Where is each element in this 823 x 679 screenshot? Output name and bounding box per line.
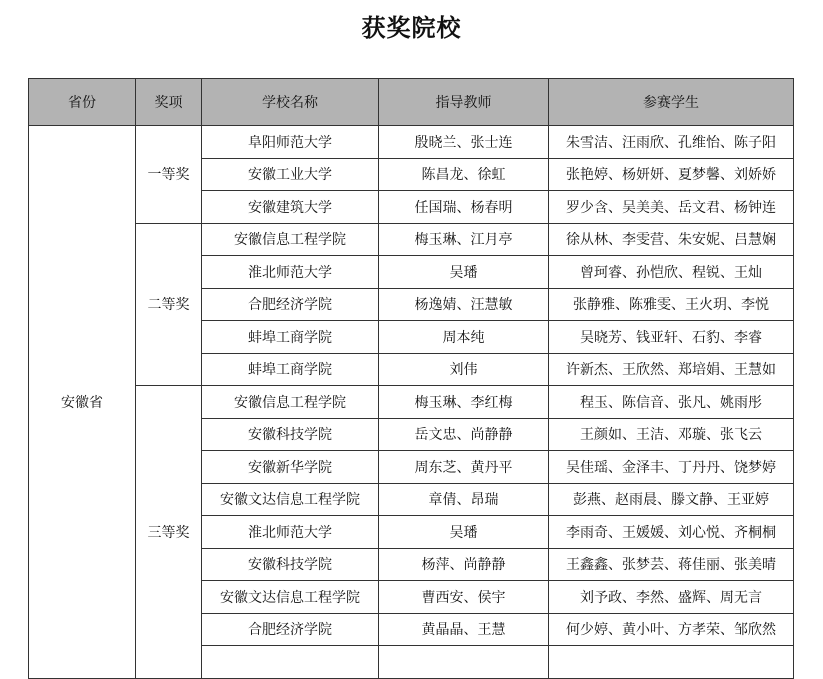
students-cell: 程玉、陈信音、张凡、姚雨彤 bbox=[549, 386, 794, 419]
school-cell: 安徽信息工程学院 bbox=[202, 223, 379, 256]
students-cell: 曾珂睿、孙恺欣、程锐、王灿 bbox=[549, 256, 794, 289]
province-cell: 安徽省 bbox=[29, 126, 136, 679]
teacher-cell: 杨逸婧、汪慧敏 bbox=[379, 288, 549, 321]
school-cell: 合肥经济学院 bbox=[202, 288, 379, 321]
teacher-cell: 曹西安、侯宇 bbox=[379, 581, 549, 614]
school-cell: 安徽新华学院 bbox=[202, 451, 379, 484]
teacher-cell: 梅玉琳、江月亭 bbox=[379, 223, 549, 256]
teacher-cell: 章倩、昂瑞 bbox=[379, 483, 549, 516]
teacher-cell: 岳文忠、尚静静 bbox=[379, 418, 549, 451]
students-cell: 王颜如、王洁、邓璇、张飞云 bbox=[549, 418, 794, 451]
students-cell: 吴晓芳、钱亚轩、石豹、李睿 bbox=[549, 321, 794, 354]
students-cell-empty bbox=[549, 646, 794, 679]
teacher-cell-empty bbox=[379, 646, 549, 679]
school-cell: 安徽文达信息工程学院 bbox=[202, 581, 379, 614]
students-cell: 许新杰、王欣然、郑培娟、王慧如 bbox=[549, 353, 794, 386]
school-cell: 安徽科技学院 bbox=[202, 548, 379, 581]
header-province: 省份 bbox=[29, 79, 136, 126]
school-cell: 淮北师范大学 bbox=[202, 516, 379, 549]
header-teacher: 指导教师 bbox=[379, 79, 549, 126]
teacher-cell: 杨萍、尚静静 bbox=[379, 548, 549, 581]
teacher-cell: 任国瑞、杨春明 bbox=[379, 191, 549, 224]
students-cell: 王鑫鑫、张梦芸、蒋佳丽、张美晴 bbox=[549, 548, 794, 581]
school-cell: 合肥经济学院 bbox=[202, 613, 379, 646]
award-cell: 三等奖 bbox=[136, 386, 202, 679]
students-cell: 张静雅、陈雅雯、王火玥、李悦 bbox=[549, 288, 794, 321]
award-cell: 一等奖 bbox=[136, 126, 202, 224]
school-cell: 安徽信息工程学院 bbox=[202, 386, 379, 419]
students-cell: 徐从林、李雯营、朱安妮、吕慧娴 bbox=[549, 223, 794, 256]
school-cell: 安徽文达信息工程学院 bbox=[202, 483, 379, 516]
page-title: 获奖院校 bbox=[361, 14, 462, 42]
teacher-cell: 吴璠 bbox=[379, 516, 549, 549]
header-award: 奖项 bbox=[136, 79, 202, 126]
students-cell: 朱雪洁、汪雨欣、孔维怡、陈子阳 bbox=[549, 126, 794, 159]
header-school: 学校名称 bbox=[202, 79, 379, 126]
table-row bbox=[29, 386, 794, 419]
table-row bbox=[29, 126, 794, 159]
awards-table bbox=[28, 78, 794, 679]
students-cell: 罗少含、吴美美、岳文君、杨钟连 bbox=[549, 191, 794, 224]
header-students: 参赛学生 bbox=[549, 79, 794, 126]
award-cell: 二等奖 bbox=[136, 223, 202, 386]
school-cell: 淮北师范大学 bbox=[202, 256, 379, 289]
table-row bbox=[29, 223, 794, 256]
teacher-cell: 吴璠 bbox=[379, 256, 549, 289]
teacher-cell: 梅玉琳、李红梅 bbox=[379, 386, 549, 419]
teacher-cell: 陈昌龙、徐虹 bbox=[379, 158, 549, 191]
school-cell: 安徽建筑大学 bbox=[202, 191, 379, 224]
school-cell-empty bbox=[202, 646, 379, 679]
teacher-cell: 周东芝、黄丹平 bbox=[379, 451, 549, 484]
students-cell: 何少婷、黄小叶、方孝荣、邹欣然 bbox=[549, 613, 794, 646]
students-cell: 张艳婷、杨妍妍、夏梦馨、刘娇娇 bbox=[549, 158, 794, 191]
school-cell: 阜阳师范大学 bbox=[202, 126, 379, 159]
teacher-cell: 刘伟 bbox=[379, 353, 549, 386]
table-header-row bbox=[29, 79, 794, 126]
students-cell: 彭燕、赵雨晨、滕文静、王亚婷 bbox=[549, 483, 794, 516]
school-cell: 安徽科技学院 bbox=[202, 418, 379, 451]
school-cell: 安徽工业大学 bbox=[202, 158, 379, 191]
teacher-cell: 周本纯 bbox=[379, 321, 549, 354]
school-cell: 蚌埠工商学院 bbox=[202, 353, 379, 386]
students-cell: 刘予政、李然、盛辉、周无言 bbox=[549, 581, 794, 614]
students-cell: 李雨奇、王媛媛、刘心悦、齐桐桐 bbox=[549, 516, 794, 549]
teacher-cell: 殷晓兰、张士连 bbox=[379, 126, 549, 159]
students-cell: 吴佳瑶、金泽丰、丁丹丹、饶梦婷 bbox=[549, 451, 794, 484]
school-cell: 蚌埠工商学院 bbox=[202, 321, 379, 354]
teacher-cell: 黄晶晶、王慧 bbox=[379, 613, 549, 646]
